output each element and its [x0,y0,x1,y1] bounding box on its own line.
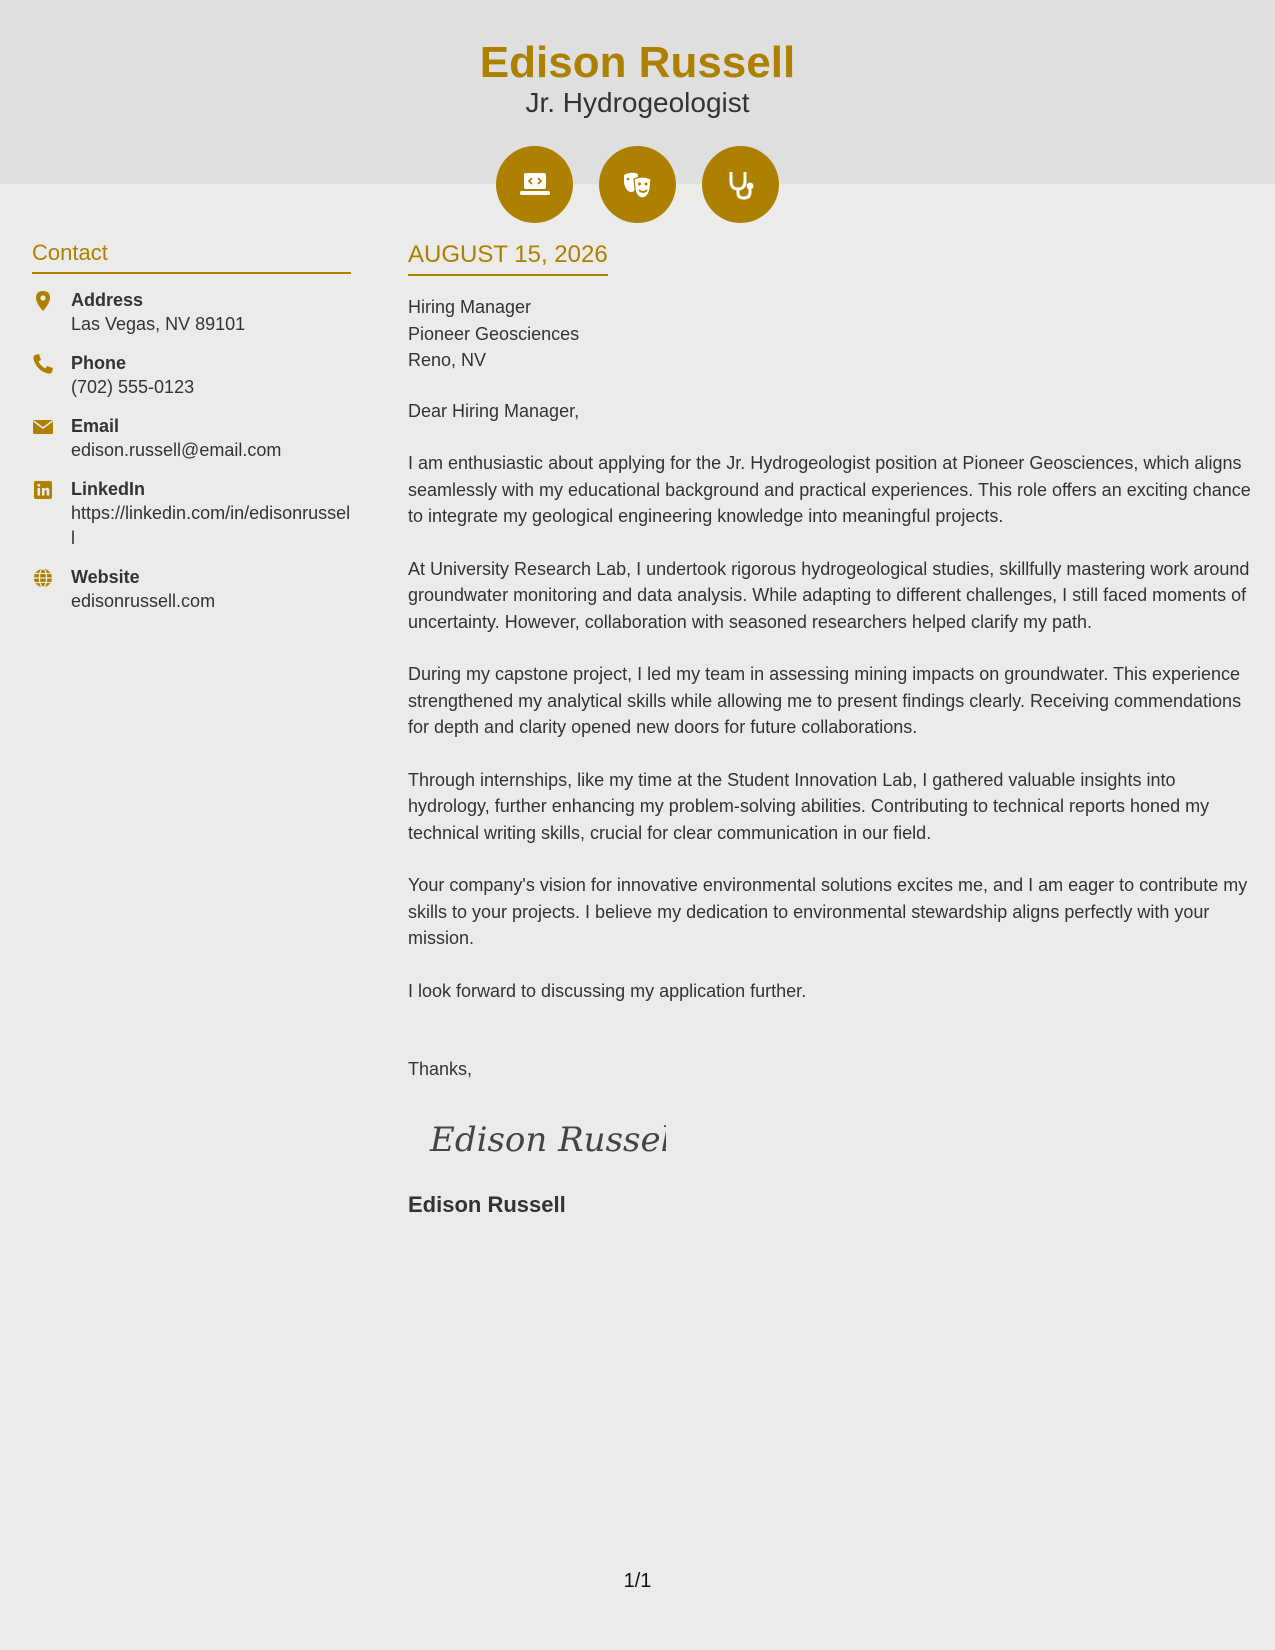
website-link[interactable]: edisonrussell.com [71,591,216,611]
contact-label: Phone [71,353,127,373]
linkedin-link[interactable]: https://linkedin.com/in/edisonrussell [71,503,351,548]
contact-address [32,288,351,337]
signer-name: Edison Russell [408,1191,566,1217]
contact-label: Address [71,290,144,310]
recipient-line: Pioneer Geosciences [408,323,580,344]
body-paragraph: Your company's vision for innovative environmental solutions excites me, and I am eager to contribute my skills to your projects. I believe my dedication to environmental stewardship aligns perfectly with your mission. [408,875,1248,948]
contact-phone [32,351,351,400]
salutation: Dear Hiring Manager, [408,400,580,421]
contact-value: Las Vegas, NV 89101 [71,314,246,334]
contact-email [32,414,351,463]
letter-body [408,238,1253,1220]
letter-date: AUGUST 15, 2026 [408,238,608,276]
body-paragraph: I am enthusiastic about applying for the Jr. Hydrogeologist position at Pioneer Geosciences, which aligns seamlessly with my educational background and practical experiences. This role offers an exciting chance to integrate my geological engineering knowledge into meaningful projects. [408,453,1251,526]
globe-icon [32,567,54,589]
page-number: 1/1 [623,1570,652,1592]
contact-label: Email [71,416,120,436]
recipient-block [408,294,1253,374]
linkedin-icon [32,479,54,501]
contact-value: (702) 555-0123 [71,377,195,397]
contact-heading: Contact [32,238,351,274]
stethoscope-icon [702,146,779,223]
map-pin-icon [32,290,54,312]
handwritten-signature [426,1107,666,1167]
contact-label: LinkedIn [71,479,146,499]
theater-masks-icon [599,146,676,223]
body-paragraph: At University Research Lab, I undertook rigorous hydrogeological studies, skillfully mastering work around groundwater monitoring and data analysis. While adapting to different challenges, I still faced moments of uncertainty. However, collaboration with seasoned researchers helped clarify my path. [408,558,1250,632]
interest-icons [0,146,1275,223]
laptop-code-icon [496,146,573,223]
envelope-icon [32,416,54,438]
closing-line: I look forward to discussing my application further. [408,980,807,1001]
job-title: Jr. Hydrogeologist [525,87,750,118]
signoff: Thanks, [408,1059,473,1079]
candidate-name: Edison Russell [479,38,796,87]
contact-label: Website [71,567,140,587]
contact-sidebar [32,238,351,614]
recipient-line: Reno, NV [408,350,487,370]
email-link[interactable]: edison.russell@email.com [71,440,282,460]
signature-text: Edison Russell [430,1119,666,1160]
contact-linkedin [32,477,351,551]
body-paragraph: Through internships, like my time at the Student Innovation Lab, I gathered valuable insights into hydrology, further enhancing my problem-solving abilities. Contributing to technical reports honed my technical writing skills, crucial for clear communication in our field. [408,769,1210,843]
phone-icon [32,353,54,375]
recipient-line: Hiring Manager [408,297,532,317]
body-paragraph: During my capstone project, I led my team in assessing mining impacts on groundwater. This experience strengthened my analytical skills while allowing me to present findings clearly. Receiving commendations for depth and clarity opened new doors for future collaborations. [408,664,1242,737]
contact-website [32,565,351,614]
